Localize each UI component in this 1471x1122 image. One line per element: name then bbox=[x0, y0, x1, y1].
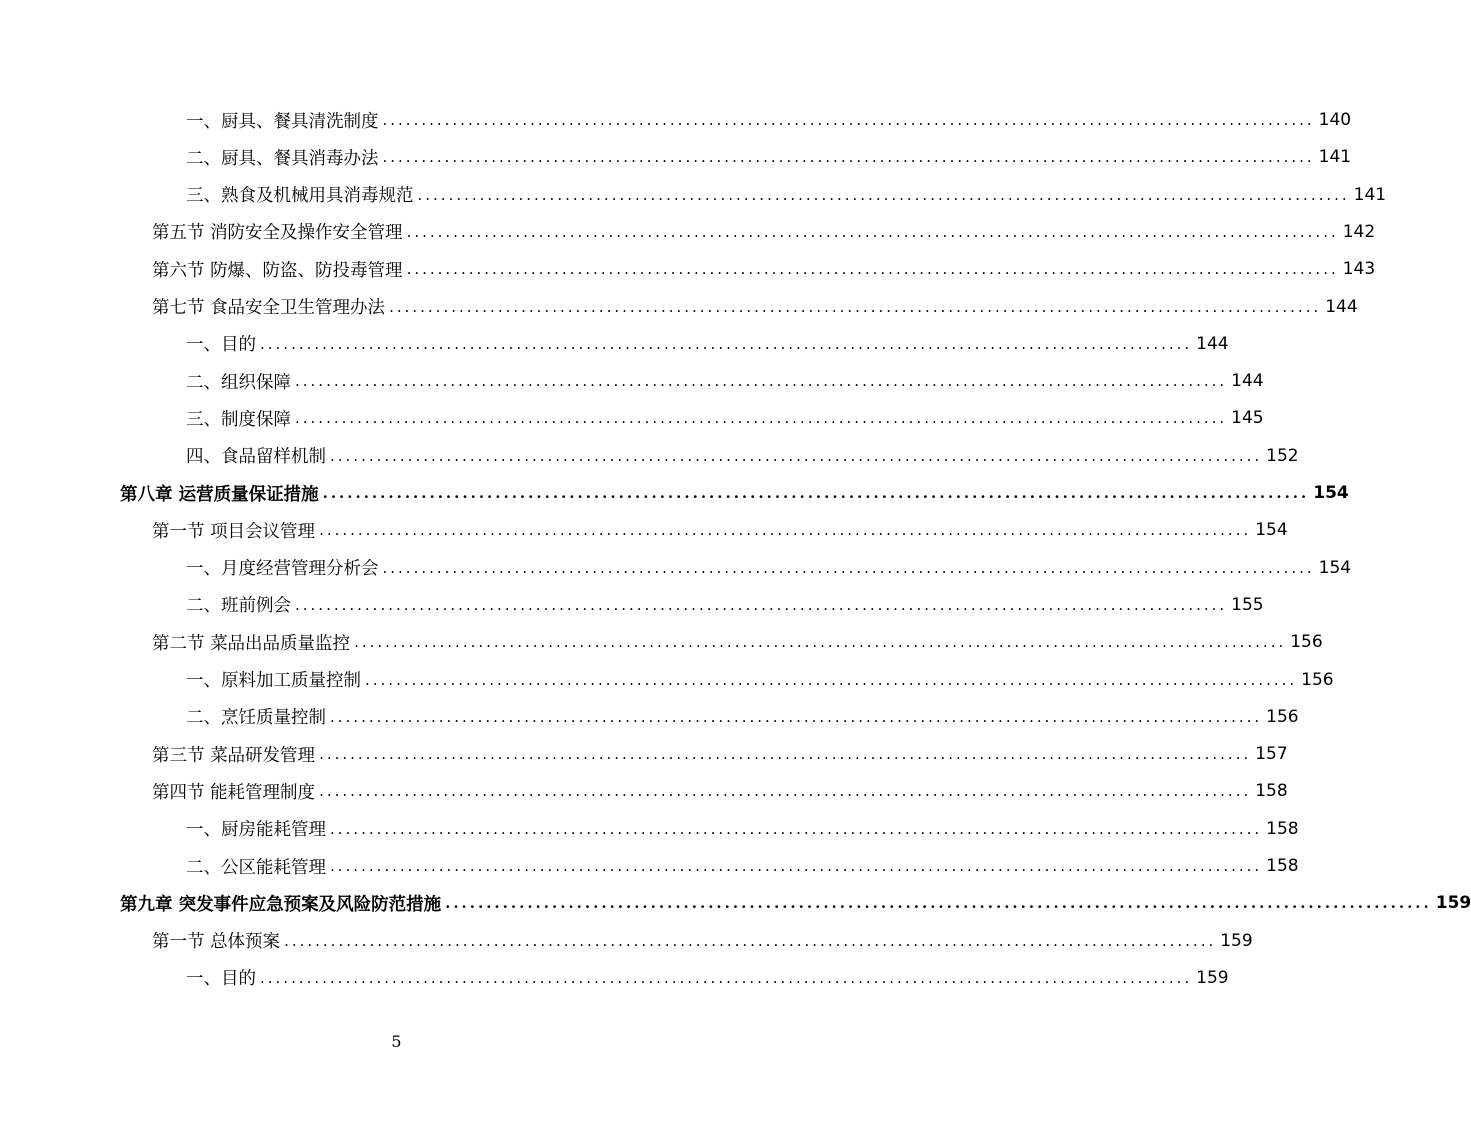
toc-entry-title: 第三节 菜品研发管理 bbox=[152, 745, 316, 766]
toc-entry-item[interactable] bbox=[186, 698, 1299, 735]
toc-entry-page: 156 bbox=[1301, 669, 1334, 690]
toc-entry-title: 二、班前例会 bbox=[186, 596, 291, 617]
dot-leader: ........................................................................................................................ bbox=[365, 670, 1298, 689]
toc-entry-title: 第八章 运营质量保证措施 bbox=[120, 484, 319, 505]
toc-entry-item[interactable] bbox=[186, 363, 1264, 400]
toc-entry-title: 一、目的 bbox=[186, 335, 256, 356]
toc-entry-title: 第五节 消防安全及操作安全管理 bbox=[152, 223, 403, 244]
toc-entry-title: 二、烹饪质量控制 bbox=[186, 708, 326, 729]
toc-entry-page: 154 bbox=[1255, 520, 1288, 541]
dot-leader: ........................................................................................................................ bbox=[382, 111, 1315, 129]
dot-leader: ........................................................................................................................ bbox=[406, 222, 1339, 241]
toc-entry-page: 141 bbox=[1318, 147, 1352, 168]
toc-entry-title: 三、制度保障 bbox=[186, 409, 291, 430]
toc-entry-item[interactable] bbox=[186, 139, 1352, 176]
toc-entry-title: 第二节 菜品出品质量监控 bbox=[152, 633, 351, 654]
dot-leader: ........................................................................................................................ bbox=[330, 819, 1263, 838]
toc-entry-item[interactable] bbox=[186, 102, 1352, 139]
toc-entry-page: 143 bbox=[1342, 259, 1376, 280]
toc-entry-item[interactable] bbox=[186, 586, 1264, 623]
toc-entry-page: 158 bbox=[1255, 781, 1288, 802]
toc-entry-item[interactable] bbox=[186, 400, 1264, 437]
toc-entry-chapter[interactable] bbox=[120, 885, 1471, 922]
toc-entry-section[interactable] bbox=[152, 251, 1376, 288]
toc-entry-page: 142 bbox=[1342, 221, 1376, 242]
toc-entry-title: 一、目的 bbox=[186, 969, 256, 990]
toc-entry-page: 156 bbox=[1290, 632, 1323, 653]
toc-entry-item[interactable] bbox=[186, 549, 1352, 586]
toc-entry-title: 一、厨房能耗管理 bbox=[186, 820, 326, 841]
dot-leader: ........................................................................................................................ bbox=[322, 484, 1310, 502]
toc-entry-page: 157 bbox=[1255, 744, 1288, 765]
dot-leader: ........................................................................................................................ bbox=[389, 297, 1322, 316]
page-number: 5 bbox=[391, 1032, 402, 1051]
toc-entry-title: 三、熟食及机械用具消毒规范 bbox=[186, 186, 414, 207]
toc-entry-page: 145 bbox=[1231, 408, 1264, 429]
dot-leader: ........................................................................................................................ bbox=[330, 446, 1263, 465]
dot-leader: ........................................................................................................................ bbox=[330, 857, 1263, 875]
toc-entry-item[interactable] bbox=[186, 437, 1299, 474]
toc-entry-section[interactable] bbox=[152, 512, 1288, 549]
dot-leader: ........................................................................................................................ bbox=[284, 931, 1217, 950]
toc-entry-page: 159 bbox=[1196, 967, 1229, 988]
dot-leader: ........................................................................................................................ bbox=[382, 558, 1315, 577]
toc-entry-section[interactable] bbox=[152, 922, 1253, 959]
toc-entry-title: 第一节 总体预案 bbox=[152, 932, 281, 953]
toc-entry-page: 159 bbox=[1435, 893, 1471, 914]
toc-entry-page: 154 bbox=[1318, 557, 1352, 578]
toc-entry-page: 144 bbox=[1231, 371, 1264, 392]
toc-entry-page: 144 bbox=[1325, 296, 1358, 317]
toc-entry-title: 第六节 防爆、防盗、防投毒管理 bbox=[152, 260, 403, 281]
toc-entry-section[interactable] bbox=[152, 773, 1288, 810]
toc-entry-section[interactable] bbox=[152, 736, 1288, 773]
toc-entry-page: 140 bbox=[1318, 110, 1352, 130]
toc-entry-section[interactable] bbox=[152, 288, 1358, 325]
toc-entry-section[interactable] bbox=[152, 624, 1323, 661]
toc-entry-item[interactable] bbox=[186, 959, 1229, 996]
dot-leader: ........................................................................................................................ bbox=[330, 707, 1263, 726]
dot-leader: ........................................................................................................................ bbox=[295, 372, 1228, 391]
toc-entry-page: 154 bbox=[1313, 483, 1349, 503]
toc-entry-page: 158 bbox=[1266, 856, 1299, 876]
dot-leader: ........................................................................................................................ bbox=[319, 521, 1252, 540]
toc-entry-title: 一、原料加工质量控制 bbox=[186, 671, 361, 691]
toc-entry-title: 第四节 能耗管理制度 bbox=[152, 782, 316, 803]
toc-entry-item[interactable] bbox=[186, 661, 1334, 698]
dot-leader: ........................................................................................................................ bbox=[417, 185, 1350, 204]
toc-entry-title: 二、组织保障 bbox=[186, 372, 291, 393]
toc-entry-item[interactable] bbox=[186, 810, 1299, 847]
toc-entry-title: 四、食品留样机制 bbox=[186, 447, 326, 468]
dot-leader: ........................................................................................................................ bbox=[319, 782, 1252, 801]
toc-entry-title: 第九章 突发事件应急预案及风险防范措施 bbox=[120, 894, 442, 915]
toc-entry-title: 第一节 项目会议管理 bbox=[152, 521, 316, 542]
dot-leader: ........................................................................................................................ bbox=[260, 334, 1193, 353]
toc-entry-page: 152 bbox=[1266, 445, 1299, 466]
toc-entry-title: 一、厨具、餐具清洗制度 bbox=[186, 111, 379, 132]
toc-entry-title: 第七节 食品安全卫生管理办法 bbox=[152, 298, 386, 318]
toc-entry-page: 141 bbox=[1353, 184, 1387, 205]
toc-entry-item[interactable] bbox=[186, 848, 1299, 885]
toc-entry-page: 144 bbox=[1196, 333, 1229, 354]
dot-leader: ........................................................................................................................ bbox=[445, 894, 1432, 913]
dot-leader: ........................................................................................................................ bbox=[406, 260, 1339, 279]
toc-entry-title: 一、月度经营管理分析会 bbox=[186, 559, 379, 580]
toc-entry-page: 156 bbox=[1266, 706, 1299, 727]
toc-entry-section[interactable] bbox=[152, 213, 1376, 250]
dot-leader: ........................................................................................................................ bbox=[354, 633, 1287, 652]
dot-leader: ........................................................................................................................ bbox=[382, 148, 1315, 167]
toc-entry-item[interactable] bbox=[186, 176, 1387, 213]
toc-entry-chapter[interactable] bbox=[120, 475, 1349, 512]
toc-entry-title: 二、公区能耗管理 bbox=[186, 857, 326, 878]
dot-leader: ........................................................................................................................ bbox=[260, 968, 1193, 987]
toc-entry-page: 158 bbox=[1266, 818, 1299, 839]
dot-leader: ........................................................................................................................ bbox=[319, 745, 1252, 764]
toc-entry-page: 159 bbox=[1220, 930, 1253, 951]
dot-leader: ........................................................................................................................ bbox=[295, 409, 1228, 428]
toc-entry-title: 二、厨具、餐具消毒办法 bbox=[186, 148, 379, 169]
toc-entry-page: 155 bbox=[1231, 594, 1264, 615]
dot-leader: ........................................................................................................................ bbox=[295, 595, 1228, 614]
toc-entry-item[interactable] bbox=[186, 325, 1229, 362]
